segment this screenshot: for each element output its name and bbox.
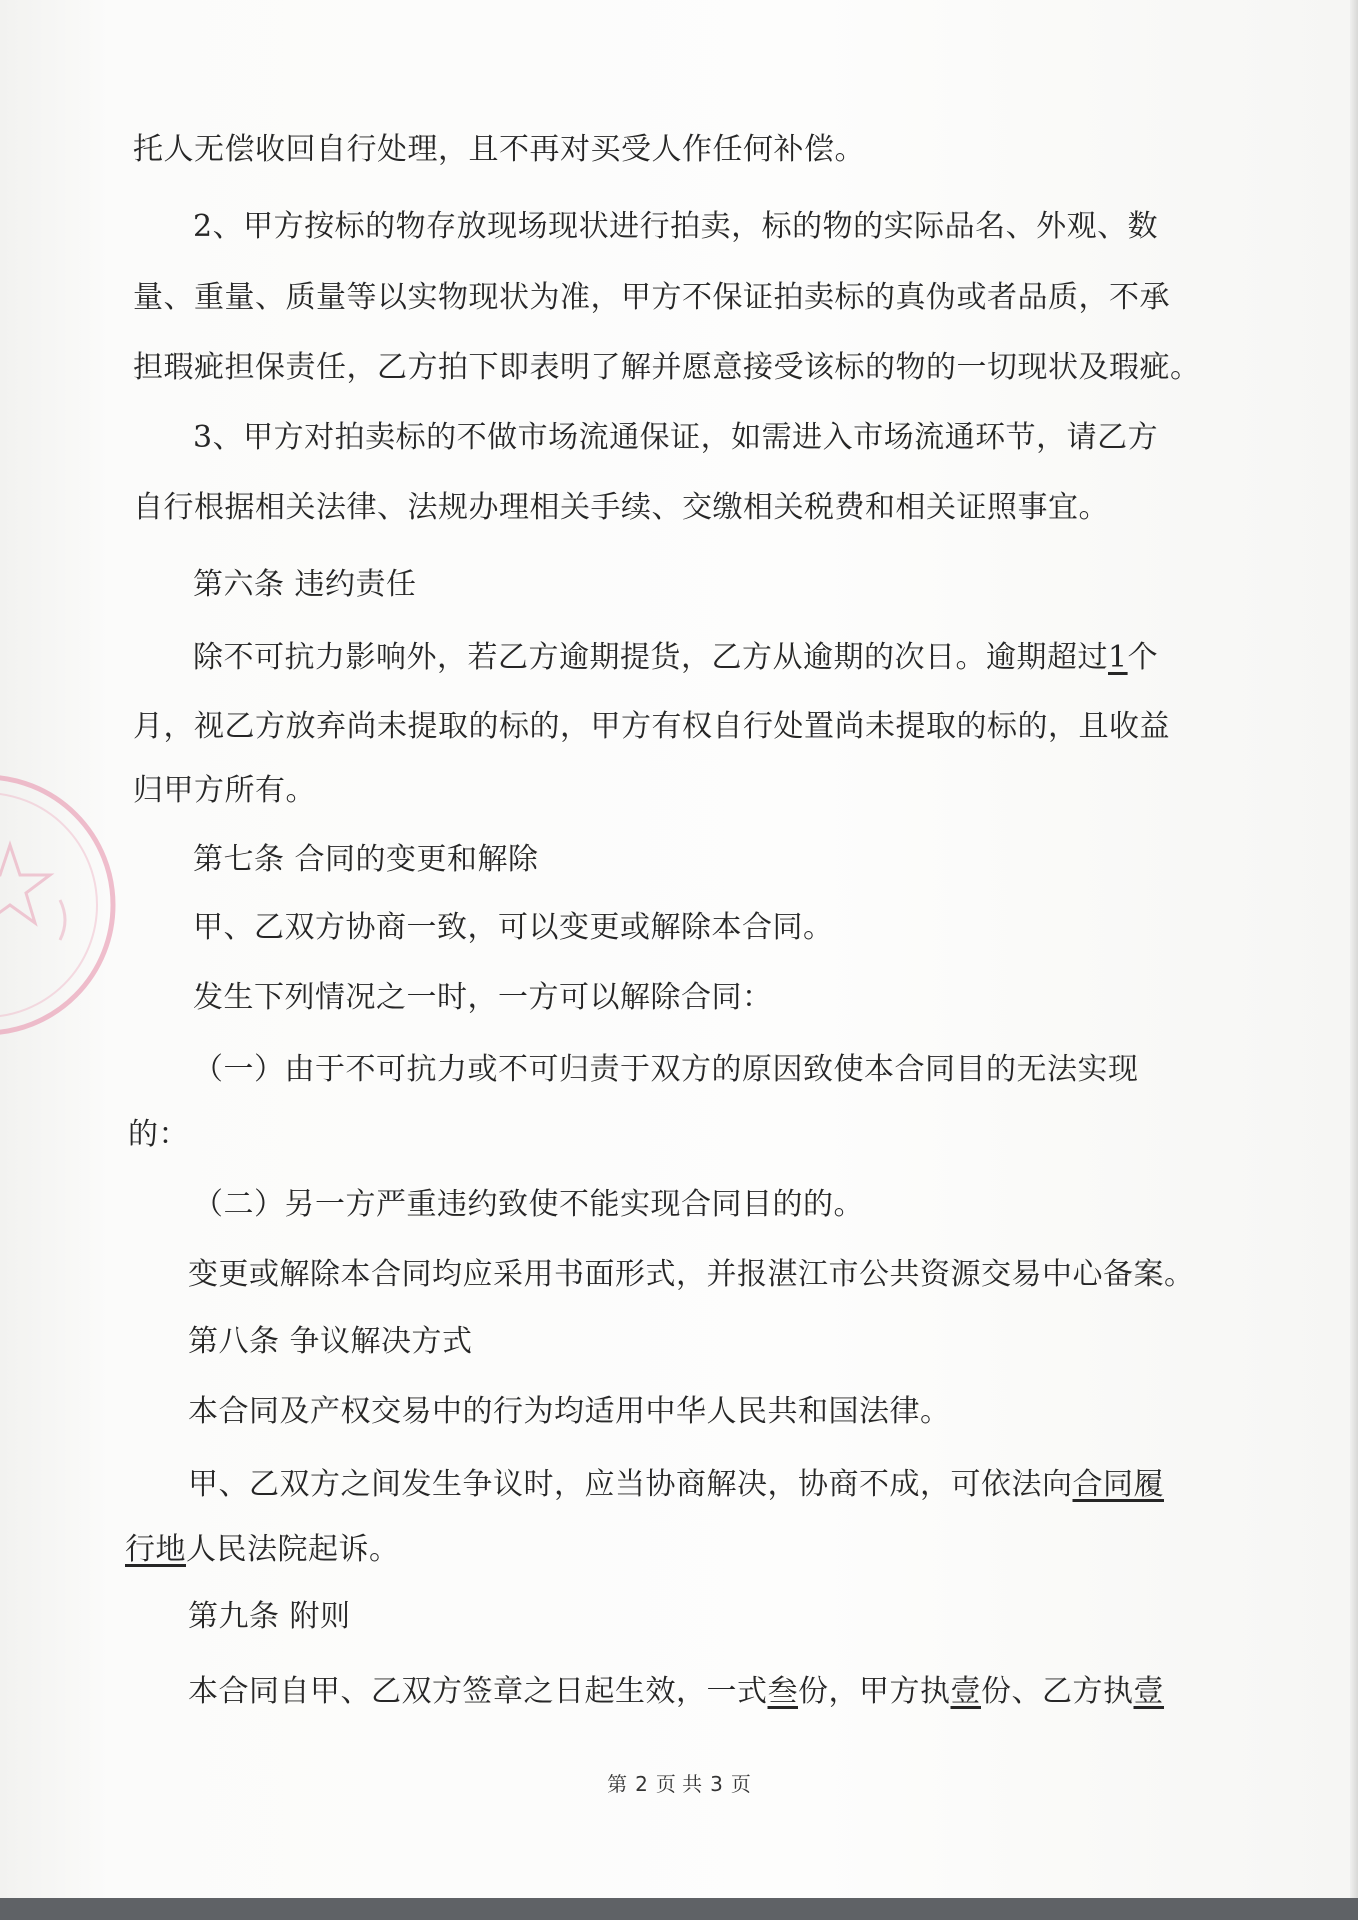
- red-seal-stamp: [0, 770, 130, 1040]
- text-line-2: 2、甲方按标的物存放现场现状进行拍卖，标的物的实际品名、外观、数: [193, 209, 1159, 244]
- text-line-8: [193, 638, 1158, 678]
- footer-prefix: 第: [607, 1772, 628, 1796]
- underlined-value: 行地: [125, 1532, 186, 1567]
- footer-middle: 页 共: [655, 1772, 703, 1796]
- text-line-5: 3、甲方对拍卖标的不做市场流通保证，如需进入市场流通环节，请乙方: [193, 420, 1159, 455]
- text-run: 份、乙方执: [981, 1674, 1134, 1709]
- text-run: 人民法院起诉。: [186, 1532, 400, 1567]
- section-heading-article-7: 第七条 合同的变更和解除: [193, 842, 539, 877]
- scan-right-edge: [1350, 0, 1358, 1898]
- text-line-10: 归甲方所有。: [133, 773, 316, 808]
- section-heading-article-8: 第八条 争议解决方式: [188, 1324, 473, 1359]
- text-line-9: 月，视乙方放弃尚未提取的标的，甲方有权自行处置尚未提取的标的，且收益: [133, 709, 1170, 744]
- underlined-value: 壹: [950, 1674, 981, 1709]
- footer-suffix: 页: [730, 1772, 751, 1796]
- text-line-23: [188, 1672, 1164, 1712]
- text-run: 甲、乙双方之间发生争议时，应当协商解决，协商不成，可依法向: [188, 1467, 1073, 1502]
- underlined-value: 合同履: [1072, 1467, 1164, 1502]
- text-line-12: 甲、乙双方协商一致，可以变更或解除本合同。: [193, 910, 834, 945]
- footer-page-number: 2: [635, 1772, 648, 1796]
- text-run: 本合同自甲、乙双方签章之日起生效，一式: [188, 1674, 768, 1709]
- underlined-value: 1: [1108, 640, 1128, 675]
- text-line-20: [188, 1465, 1164, 1505]
- text-run: 个: [1127, 640, 1159, 675]
- text-line-13: 发生下列情况之一时，一方可以解除合同：: [193, 980, 773, 1015]
- text-line-19: 本合同及产权交易中的行为均适用中华人民共和国法律。: [188, 1394, 951, 1429]
- text-line-16: （二）另一方严重违约致使不能实现合同目的的。: [193, 1187, 864, 1222]
- footer-total-pages: 3: [710, 1772, 723, 1796]
- section-heading-article-9: 第九条 附则: [188, 1599, 351, 1634]
- text-line-1: 托人无偿收回自行处理，且不再对买受人作任何补偿。: [133, 132, 865, 167]
- scan-bottom-band: [0, 1898, 1358, 1920]
- text-line-14: （一）由于不可抗力或不可归责于双方的原因致使本合同目的无法实现: [193, 1052, 1139, 1087]
- text-line-17: 变更或解除本合同均应采用书面形式，并报湛江市公共资源交易中心备案。: [188, 1257, 1195, 1292]
- text-line-4: 担瑕疵担保责任，乙方拍下即表明了解并愿意接受该标的物的一切现状及瑕疵。: [133, 350, 1201, 385]
- text-line-6: 自行根据相关法律、法规办理相关手续、交缴相关税费和相关证照事宜。: [133, 490, 1109, 525]
- underlined-value: 叁: [767, 1674, 798, 1709]
- text-line-3: 量、重量、质量等以实物现状为准，甲方不保证拍卖标的真伪或者品质，不承: [133, 280, 1170, 315]
- text-run: 份，甲方执: [798, 1674, 951, 1709]
- text-line-15: 的：: [128, 1117, 189, 1152]
- underlined-value: 壹: [1133, 1674, 1164, 1709]
- page-footer: [0, 1770, 1358, 1798]
- text-line-21: [125, 1530, 400, 1570]
- text-run: 除不可抗力影响外，若乙方逾期提货，乙方从逾期的次日。逾期超过: [193, 640, 1108, 675]
- section-heading-article-6: 第六条 违约责任: [193, 567, 417, 602]
